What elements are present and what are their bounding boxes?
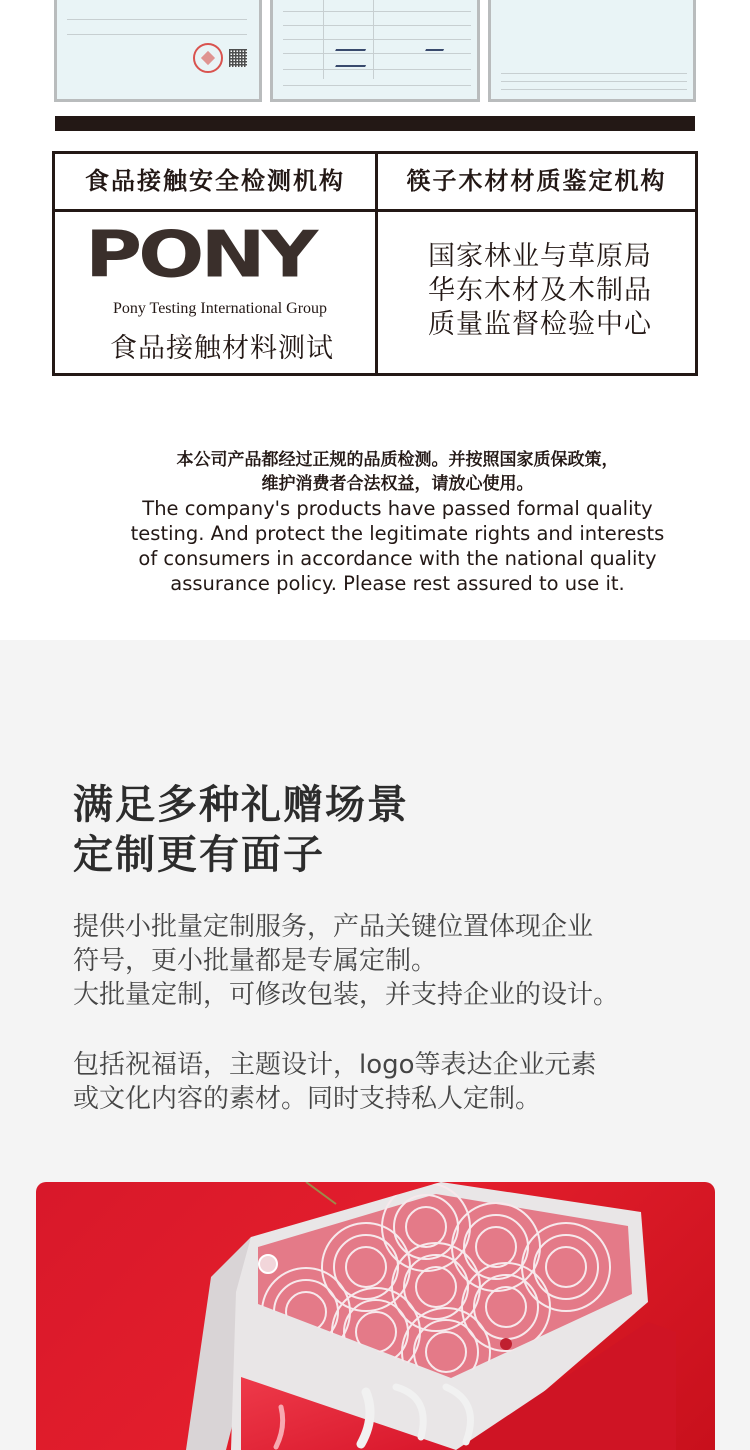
qr-code-icon <box>229 49 247 67</box>
statement-cn-line: 维护消费者合法权益，请放心使用。 <box>261 474 534 494</box>
statement-en-line: assurance policy. Please rest assured to use it. <box>170 572 625 595</box>
quality-statement <box>100 448 695 596</box>
gift-box-illustration <box>36 1182 715 1450</box>
signature-mark <box>335 59 369 67</box>
certificate-image-right <box>488 0 696 102</box>
gift-box-photo <box>36 1182 715 1450</box>
institutions-table <box>52 151 698 376</box>
wood-institution-line: 华东木材及木制品 <box>428 275 652 306</box>
gift-section <box>0 640 750 1450</box>
gift-title-line: 定制更有面子 <box>73 832 325 878</box>
gift-section-title <box>73 780 409 880</box>
wood-institution-header: 筷子木材材质鉴定机构 <box>406 167 667 195</box>
gift-description <box>73 910 723 1012</box>
gift-description-line: 大批量定制，可修改包装，并支持企业的设计。 <box>73 980 620 1010</box>
food-contact-institution-header: 食品接触安全检测机构 <box>85 167 345 195</box>
pony-logo-subtitle: Pony Testing International Group <box>112 300 328 317</box>
wood-institution-line: 质量监督检验中心 <box>428 309 652 340</box>
statement-cn-line: 本公司产品都经过正规的品质检测。并按照国家质保政策， <box>176 450 619 470</box>
food-contact-test-label: 食品接触材料测试 <box>110 333 334 364</box>
statement-en-line: testing. And protect the legitimate rights and interests <box>130 522 665 545</box>
signature-mark <box>425 43 447 51</box>
wood-institution-name <box>395 240 685 342</box>
gift-description-line: 包括祝福语，主题设计，logo等表达企业元素 <box>73 1050 597 1080</box>
table-divider-horizontal <box>55 209 695 212</box>
statement-en-line: The company's products have passed formal quality <box>142 497 653 520</box>
statement-en-line: of consumers in accordance with the national quality <box>138 547 657 570</box>
certificate-image-middle <box>270 0 480 102</box>
gift-title-line: 满足多种礼赠场景 <box>73 782 409 828</box>
wood-institution-line: 国家林业与草原局 <box>428 241 652 272</box>
gift-description-extra <box>73 1048 723 1116</box>
pony-logo: PONY <box>85 218 315 293</box>
gift-description-line: 符号，更小批量都是专属定制。 <box>73 946 438 976</box>
divider-bar <box>55 116 695 131</box>
gift-description-line: 或文化内容的素材。同时支持私人定制。 <box>73 1084 542 1114</box>
seal-icon <box>193 43 223 73</box>
certificate-image-left <box>54 0 262 102</box>
signature-mark <box>335 43 369 51</box>
gift-description-line: 提供小批量定制服务，产品关键位置体现企业 <box>73 912 594 942</box>
